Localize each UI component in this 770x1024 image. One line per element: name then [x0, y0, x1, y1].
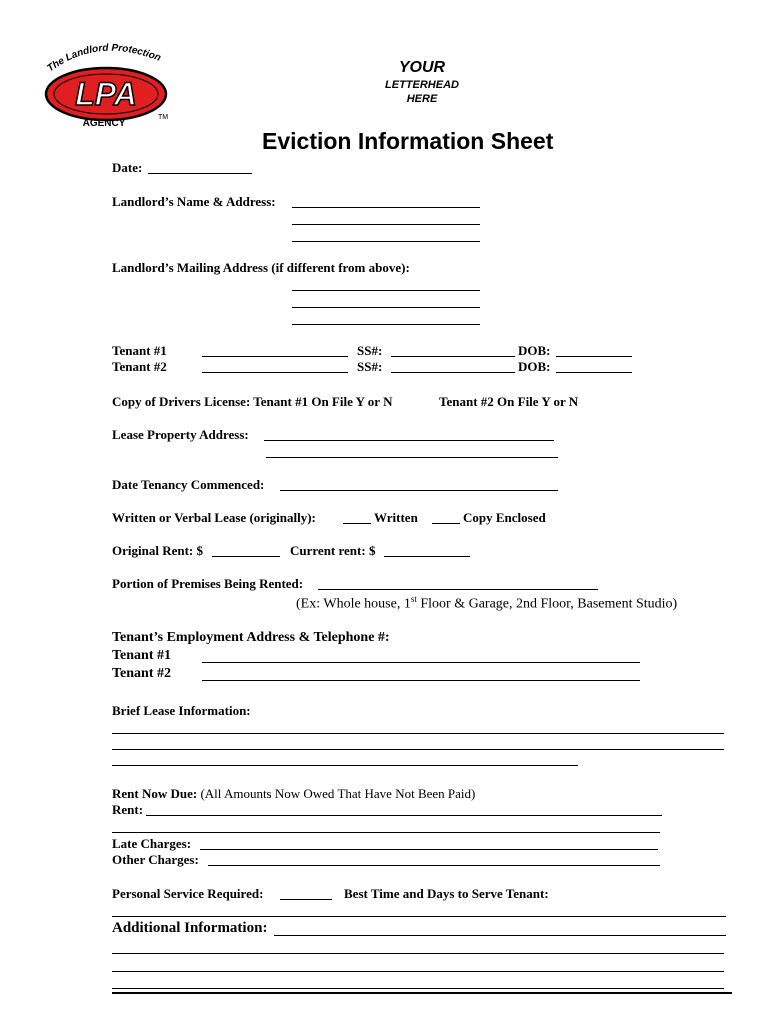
late-charges-label: Late Charges:	[112, 836, 192, 851]
trademark-mark: TM	[158, 114, 169, 121]
additional-info-field[interactable]	[274, 935, 726, 936]
rent-line-2[interactable]	[112, 832, 660, 833]
brief-lease-label: Brief Lease Information:	[112, 703, 251, 718]
date-field[interactable]	[148, 173, 252, 174]
logo-agency: AGENCY	[82, 118, 126, 128]
written-check-field[interactable]	[343, 523, 371, 524]
lpa-logo	[38, 40, 170, 128]
portion-premises-label: Portion of Premises Being Rented:	[112, 576, 304, 591]
original-rent-label: Original Rent: $	[112, 543, 203, 558]
portion-premises-example: (Ex: Whole house, 1st Floor & Garage, 2nd Floor, Basement Studio)	[296, 594, 678, 612]
bottom-rule	[112, 992, 732, 994]
employment-tenant2-field[interactable]	[202, 680, 640, 681]
best-time-label: Best Time and Days to Serve Tenant:	[344, 886, 549, 901]
mailing-address-line-3[interactable]	[292, 324, 480, 325]
landlord-address-line-1[interactable]	[292, 224, 480, 225]
rent-field[interactable]	[146, 815, 662, 816]
written-option-label: Written	[374, 510, 418, 525]
other-charges-label: Other Charges:	[112, 852, 199, 867]
mailing-address-line-1[interactable]	[292, 290, 480, 291]
lease-property-address-label: Lease Property Address:	[112, 427, 249, 442]
landlord-name-address-label: Landlord’s Name & Address:	[112, 194, 276, 209]
employment-tenant2-label: Tenant #2	[112, 666, 172, 681]
tenant2-dob-label: DOB:	[518, 359, 551, 374]
brief-lease-line-3[interactable]	[112, 765, 578, 766]
tenant2-ss-field[interactable]	[391, 372, 515, 373]
letterhead-line2: LETTERHEAD	[385, 79, 459, 91]
logo-arc-text: The Landlord Protection	[45, 42, 163, 75]
tenant1-label: Tenant #1	[112, 343, 167, 358]
additional-info-line-3[interactable]	[112, 971, 724, 972]
employment-tenant1-label: Tenant #1	[112, 648, 172, 663]
drivers-license-t2-label: Tenant #2 On File Y or N	[439, 394, 579, 409]
drivers-license-label: Copy of Drivers License: Tenant #1 On File Y or N	[112, 394, 393, 409]
date-label: Date:	[112, 160, 143, 175]
tenant2-ss-label: SS#:	[357, 359, 383, 374]
original-rent-field[interactable]	[212, 556, 280, 557]
tenant2-name-field[interactable]	[202, 372, 348, 373]
tenant1-name-field[interactable]	[202, 356, 348, 357]
brief-lease-line-2[interactable]	[112, 749, 724, 750]
brief-lease-line-1[interactable]	[112, 733, 724, 734]
rent-now-due-label: Rent Now Due: (All Amounts Now Owed That Have Not Been Paid)	[112, 786, 476, 801]
tenant1-ss-label: SS#:	[357, 343, 383, 358]
copy-enclosed-label: Copy Enclosed	[463, 510, 546, 525]
rent-label: Rent:	[112, 802, 144, 817]
landlord-mailing-label: Landlord’s Mailing Address (if different from above):	[112, 260, 410, 275]
late-charges-field[interactable]	[200, 849, 658, 850]
landlord-name-field[interactable]	[292, 207, 480, 208]
tenant2-label: Tenant #2	[112, 359, 167, 374]
personal-service-field[interactable]	[280, 899, 332, 900]
date-tenancy-label: Date Tenancy Commenced:	[112, 477, 265, 492]
employment-tenant1-field[interactable]	[202, 662, 640, 663]
additional-info-line-2[interactable]	[112, 953, 724, 954]
logo-mark: LPA	[75, 76, 137, 112]
current-rent-label: Current rent: $	[290, 543, 376, 558]
current-rent-field[interactable]	[384, 556, 470, 557]
lease-type-label: Written or Verbal Lease (originally):	[112, 510, 316, 525]
lease-property-address-line-2[interactable]	[266, 457, 558, 458]
date-tenancy-field[interactable]	[280, 490, 558, 491]
page-title: Eviction Information Sheet	[262, 128, 554, 154]
copy-enclosed-check-field[interactable]	[432, 523, 460, 524]
additional-info-line-4[interactable]	[112, 988, 724, 989]
letterhead-placeholder	[362, 58, 482, 106]
portion-premises-field[interactable]	[318, 589, 598, 590]
letterhead-line3: HERE	[406, 93, 438, 105]
personal-service-label: Personal Service Required:	[112, 886, 264, 901]
additional-info-label: Additional Information:	[112, 920, 268, 936]
lease-property-address-field[interactable]	[264, 440, 554, 441]
tenant1-dob-label: DOB:	[518, 343, 551, 358]
employment-label: Tenant’s Employment Address & Telephone #:	[112, 630, 390, 645]
other-charges-field[interactable]	[208, 865, 660, 866]
landlord-address-line-2[interactable]	[292, 241, 480, 242]
tenant1-ss-field[interactable]	[391, 356, 515, 357]
best-time-field[interactable]	[112, 916, 726, 917]
tenant1-dob-field[interactable]	[556, 356, 632, 357]
tenant2-dob-field[interactable]	[556, 372, 632, 373]
letterhead-line1: YOUR	[398, 59, 446, 76]
mailing-address-line-2[interactable]	[292, 307, 480, 308]
